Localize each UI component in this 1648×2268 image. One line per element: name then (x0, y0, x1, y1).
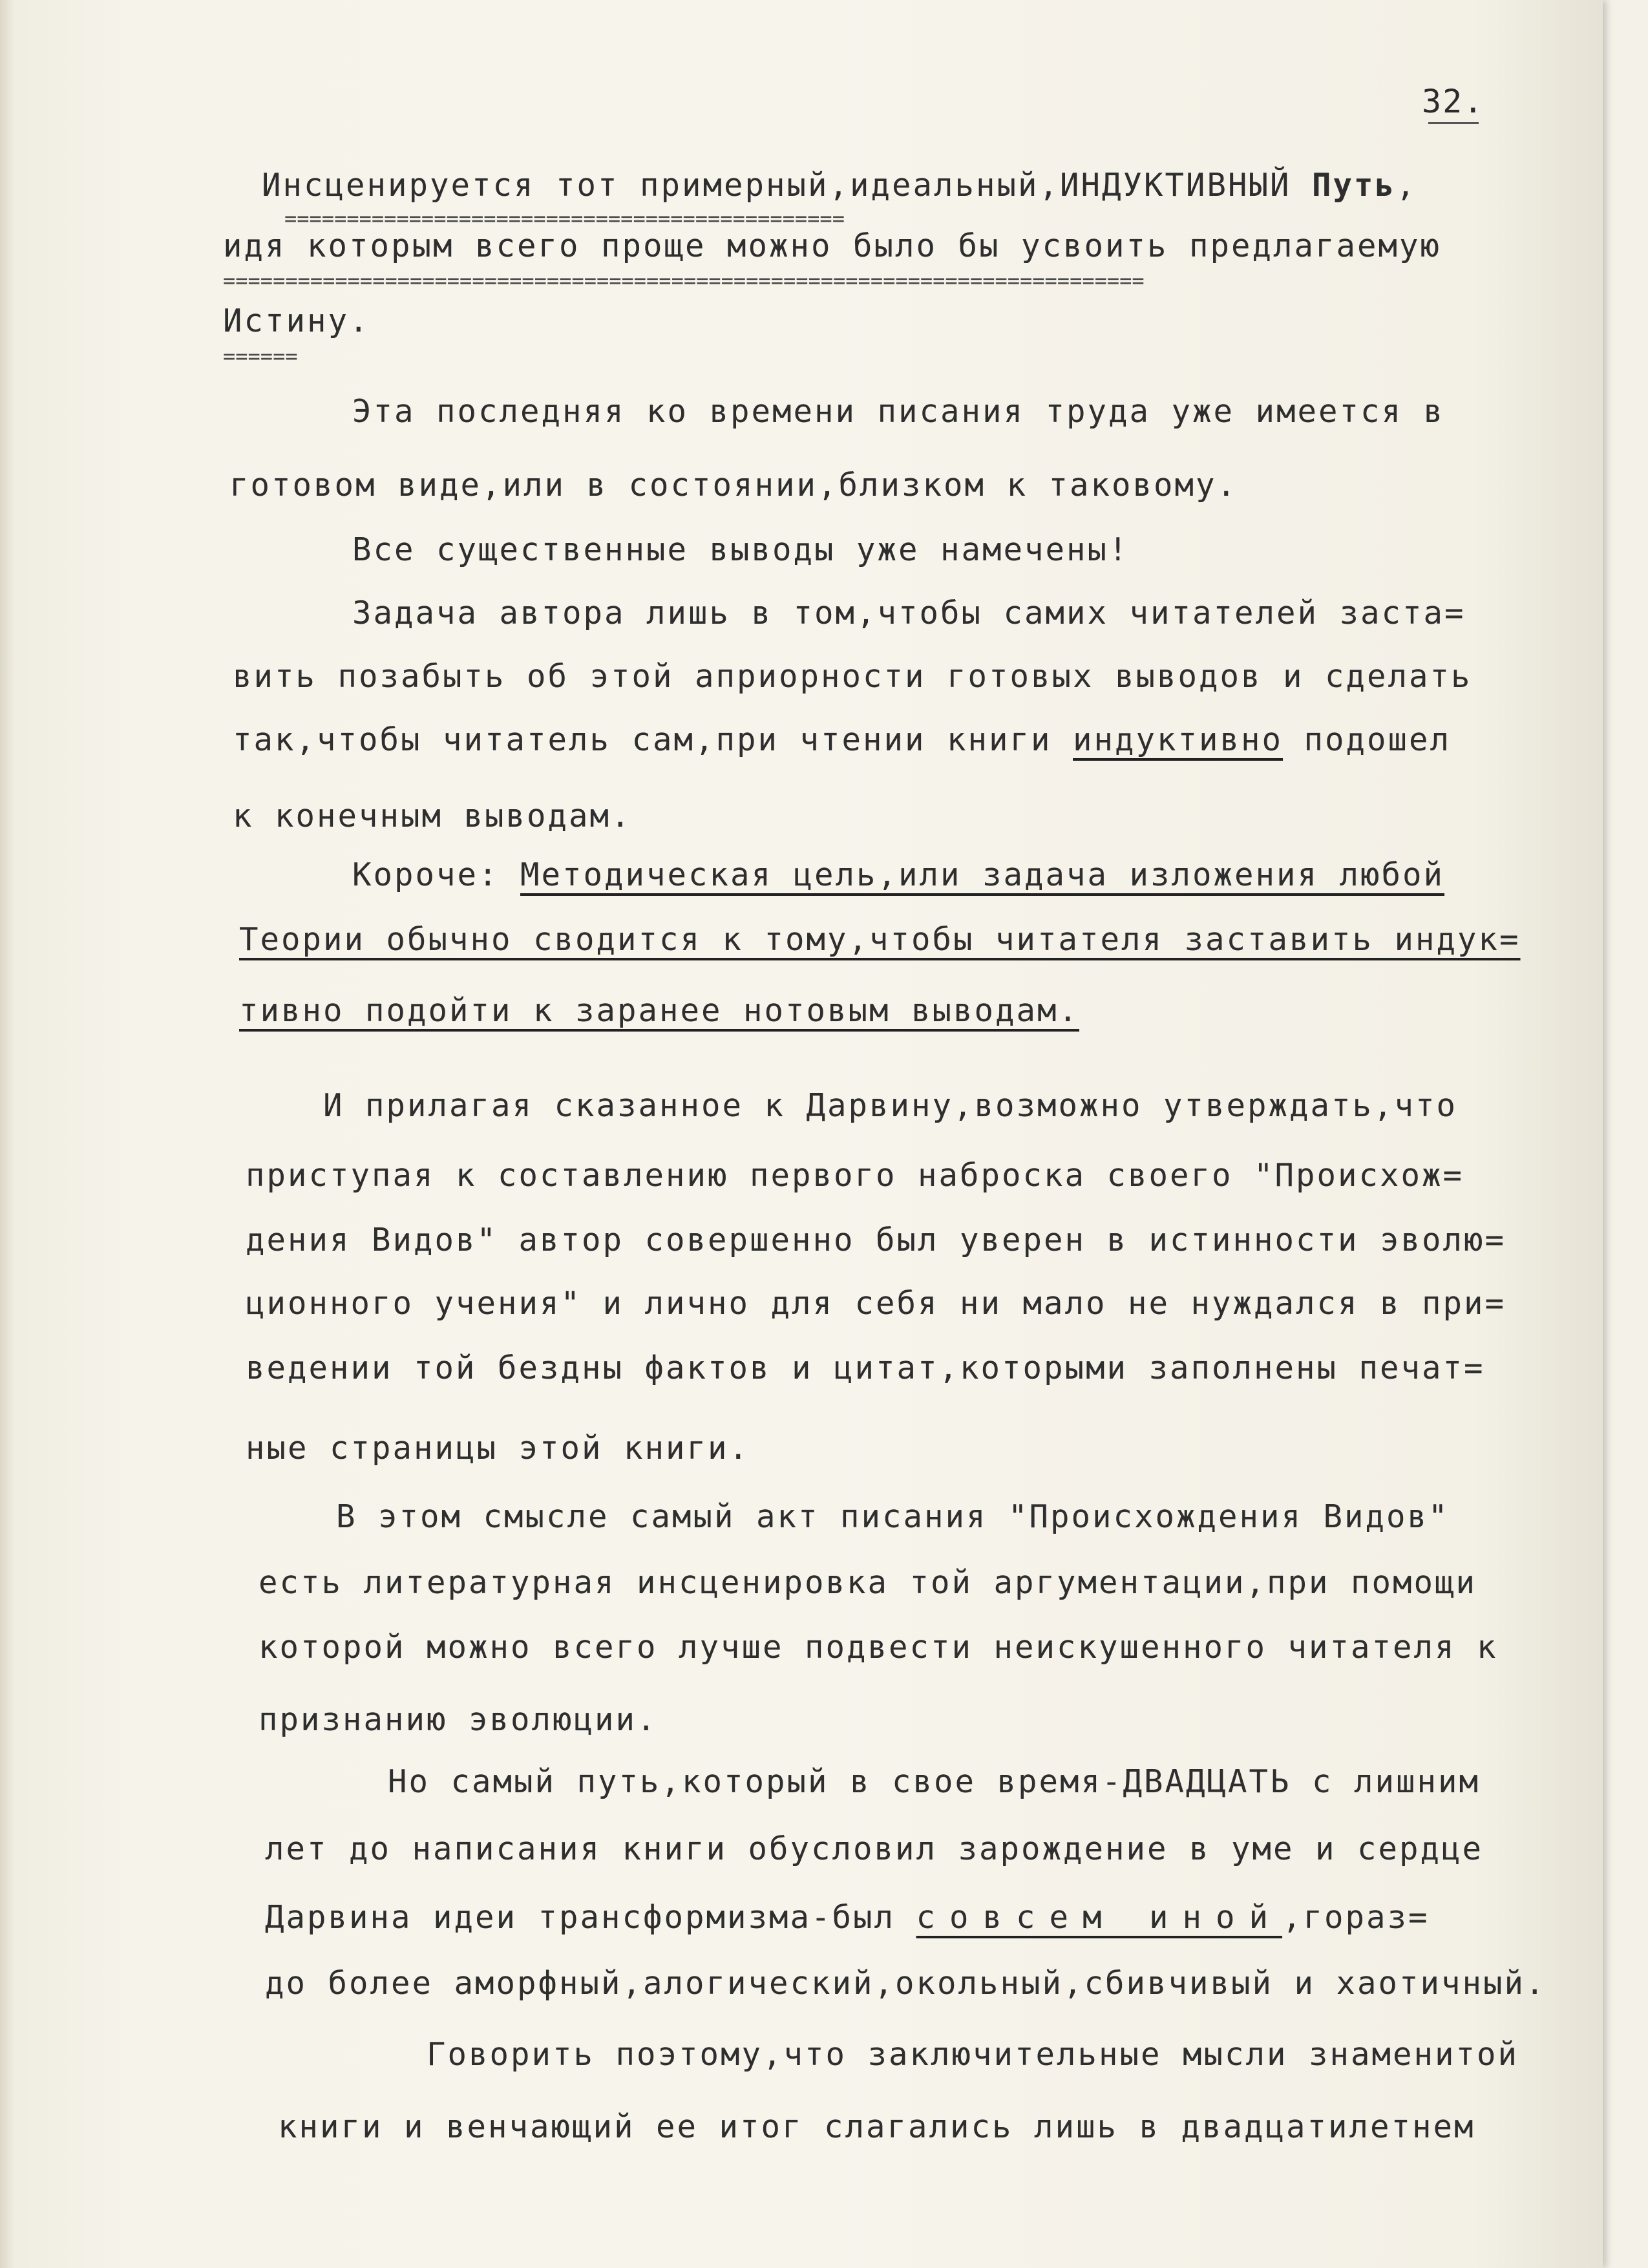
text-span: , (1396, 167, 1417, 204)
text-line-underlined: Теории обычно сводится к тому,чтобы читателя заставить индук= (239, 921, 1521, 958)
text-line: ведении той бездны фактов и цитат,которыми заполнены печат= (246, 1350, 1485, 1386)
text-line: ные страницы этой книги. (246, 1430, 750, 1467)
text-line: Но самый путь,который в свое время-ДВАДЦАТЬ с лишним (388, 1763, 1481, 1800)
text-span: так,чтобы читатель сам,при чтении книги (233, 721, 1073, 758)
text-span: Короче: (352, 856, 521, 893)
text-line: В этом смысле самый акт писания "Происхождения Видов" (336, 1498, 1450, 1535)
text-line: Истину. (223, 302, 370, 339)
text-line: готовом виде,или в состоянии,близком к таковому. (229, 467, 1238, 503)
text-line: вить позабыть об этой априорности готовых выводов и сделать (233, 658, 1472, 695)
text-line: лет до написания книги обусловил зарождение в уме и сердце (265, 1830, 1484, 1867)
spaced-underlined-phrase: совсем иной (916, 1899, 1283, 1936)
underlined-word: индуктивно (1073, 721, 1284, 758)
text-line: дения Видов" автор совершенно был уверен в истинности эволю= (246, 1222, 1506, 1258)
text-line: И прилагая сказанное к Дарвину,возможно утверждать,что (323, 1087, 1458, 1124)
double-underline: ========================================================================== (223, 268, 1145, 293)
text-line: Все существенные выводы уже намечены! (352, 531, 1130, 568)
text-line-underlined: тивно подойти к заранее нотовым выводам. (239, 992, 1080, 1029)
underlined-phrase: Методическая цель,или задача изложения любой (520, 856, 1445, 893)
text-line: которой можно всего лучше подвести неискушенного читателя к (259, 1629, 1498, 1666)
text-span: ,гораз= (1282, 1899, 1430, 1936)
text-line (262, 167, 1417, 204)
text-line: Говорить поэтому,что заключительные мысли знаменитой (427, 2036, 1519, 2073)
page-number: 32. (1422, 83, 1484, 120)
text-line: идя которым всего проще можно было бы усвоить предлагаемую (223, 228, 1442, 264)
text-line: к конечным выводам. (233, 798, 632, 834)
text-line: ционного учения" и лично для себя ни мало не нуждался в при= (246, 1285, 1506, 1322)
text-line (233, 721, 1451, 758)
text-line: признанию эволюции. (259, 1701, 658, 1738)
text-span: Дарвина идеи трансформизма-был (265, 1899, 916, 1936)
text-line: Задача автора лишь в том,чтобы самих читателей заста= (352, 595, 1466, 631)
text-line: книги и венчающий ее итог слагались лишь в двадцатилетнем (278, 2108, 1475, 2145)
text-line: есть литературная инсценировка той аргументации,при помощи (259, 1564, 1477, 1601)
text-line: приступая к составлению первого наброска своего "Происхож= (246, 1157, 1464, 1194)
text-line (352, 856, 1444, 893)
text-line: до более аморфный,алогический,окольный,сбивчивый и хаотичный. (265, 1965, 1547, 2002)
text-span: Инсценируется тот примерный,идеальный,ИНДУКТИВНЫЙ (262, 167, 1313, 204)
double-underline: ====== (223, 344, 298, 368)
text-span: подошел (1283, 721, 1452, 758)
text-span-bold: Путь (1312, 167, 1397, 204)
text-line: Эта последняя ко времени писания труда уже имеется в (352, 393, 1445, 430)
text-line (265, 1899, 1430, 1936)
double-underline: ============================================= (284, 206, 845, 231)
